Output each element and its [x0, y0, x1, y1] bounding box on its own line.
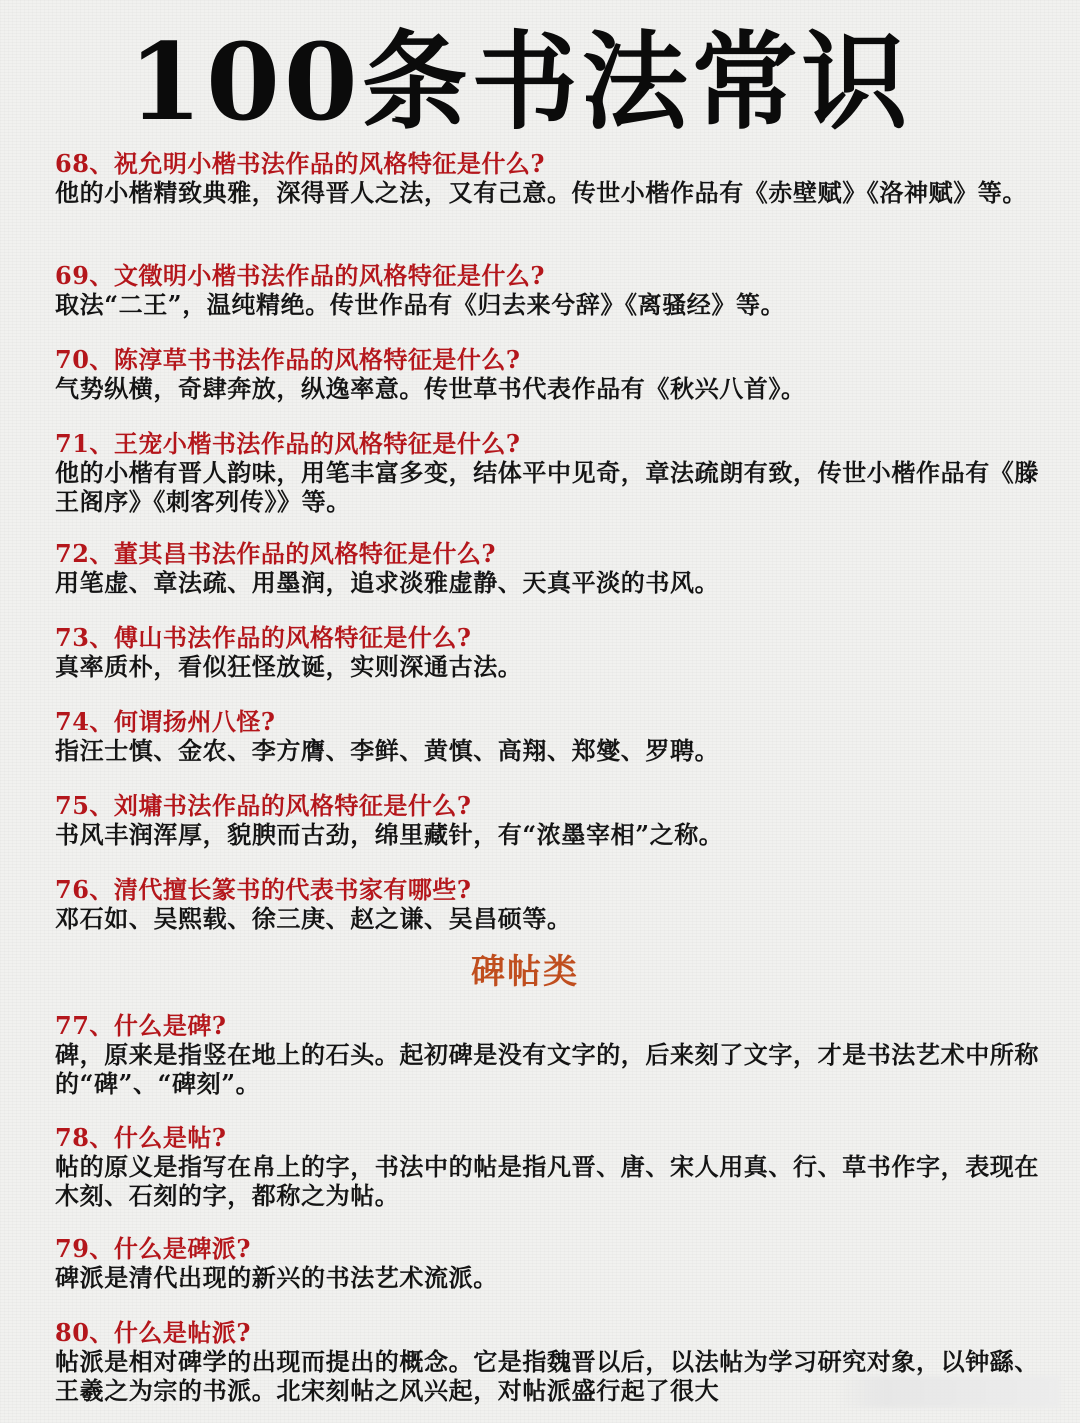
- qa-item-69: [55, 262, 1055, 319]
- qa-item-74: [55, 708, 1055, 765]
- question: 78、什么是帖?: [55, 1123, 227, 1152]
- answer: 他的小楷精致典雅，深得晋人之法，又有己意。传世小楷作品有《赤壁赋》《洛神赋》等。: [55, 178, 1027, 207]
- question: 77、什么是碑?: [55, 1011, 227, 1040]
- answer: 他的小楷有晋人韵味，用笔丰富多变，结体平中见奇，章法疏朗有致，传世小楷作品有《滕王阁序》《刺客列传》》等。: [55, 458, 1039, 516]
- qa-item-77: [55, 1012, 1055, 1098]
- answer: 帖派是相对碑学的出现而提出的概念。它是指魏晋以后，以法帖为学习研究对象，以钟繇、王羲之为宗的书派。北宋刻帖之风兴起，对帖派盛行起了很大: [55, 1347, 1039, 1405]
- qa-item-78: [55, 1124, 1055, 1210]
- qa-item-79: [55, 1235, 1055, 1292]
- section-heading: 碑帖类: [471, 952, 579, 992]
- question: 71、王宠小楷书法作品的风格特征是什么?: [55, 429, 521, 458]
- answer: 用笔虚、章法疏、用墨润，追求淡雅虚静、天真平淡的书风。: [55, 568, 720, 597]
- question: 72、董其昌书法作品的风格特征是什么?: [55, 539, 496, 568]
- question: 69、文徵明小楷书法作品的风格特征是什么?: [55, 261, 545, 290]
- qa-item-70: [55, 346, 1055, 403]
- answer: 帖的原义是指写在帛上的字，书法中的帖是指凡晋、唐、宋人用真、行、草书作字，表现在木刻、石刻的字，都称之为帖。: [55, 1152, 1039, 1210]
- answer: 书风丰润浑厚，貌腴而古劲，绵里藏针，有“浓墨宰相”之称。: [55, 820, 724, 849]
- question: 73、傅山书法作品的风格特征是什么?: [55, 623, 472, 652]
- qa-item-75: [55, 792, 1055, 849]
- answer: 指汪士慎、金农、李方膺、李鲜、黄慎、高翔、郑燮、罗聘。: [55, 736, 720, 765]
- answer: 真率质朴，看似狂怪放诞，实则深通古法。: [55, 652, 523, 681]
- qa-item-72: [55, 540, 1055, 597]
- question: 70、陈淳草书书法作品的风格特征是什么?: [55, 345, 521, 374]
- page-title: 100条书法常识: [128, 19, 912, 144]
- question: 74、何谓扬州八怪?: [55, 707, 276, 736]
- answer: 气势纵横，奇肆奔放，纵逸率意。传世草书代表作品有《秋兴八首》。: [55, 374, 806, 403]
- question: 76、清代擅长篆书的代表书家有哪些?: [55, 875, 472, 904]
- question: 68、祝允明小楷书法作品的风格特征是什么?: [55, 149, 545, 178]
- qa-item-73: [55, 624, 1055, 681]
- answer: 取法“二王”，温纯精绝。传世作品有《归去来兮辞》《离骚经》等。: [55, 290, 786, 319]
- question: 75、刘墉书法作品的风格特征是什么?: [55, 791, 472, 820]
- qa-item-71: [55, 430, 1055, 516]
- answer: 碑派是清代出现的新兴的书法艺术流派。: [55, 1263, 498, 1292]
- answer: 邓石如、吴熙载、徐三庚、赵之谦、吴昌硕等。: [55, 904, 572, 933]
- qa-item-76: [55, 876, 1055, 933]
- question: 79、什么是碑派?: [55, 1234, 251, 1263]
- watermark-overlay: [838, 1376, 1060, 1408]
- answer: 碑，原来是指竖在地上的石头。起初碑是没有文字的，后来刻了文字，才是书法艺术中所称的“碑”、“碑刻”。: [55, 1040, 1039, 1098]
- question: 80、什么是帖派?: [55, 1318, 251, 1347]
- qa-item-68: [55, 150, 1055, 207]
